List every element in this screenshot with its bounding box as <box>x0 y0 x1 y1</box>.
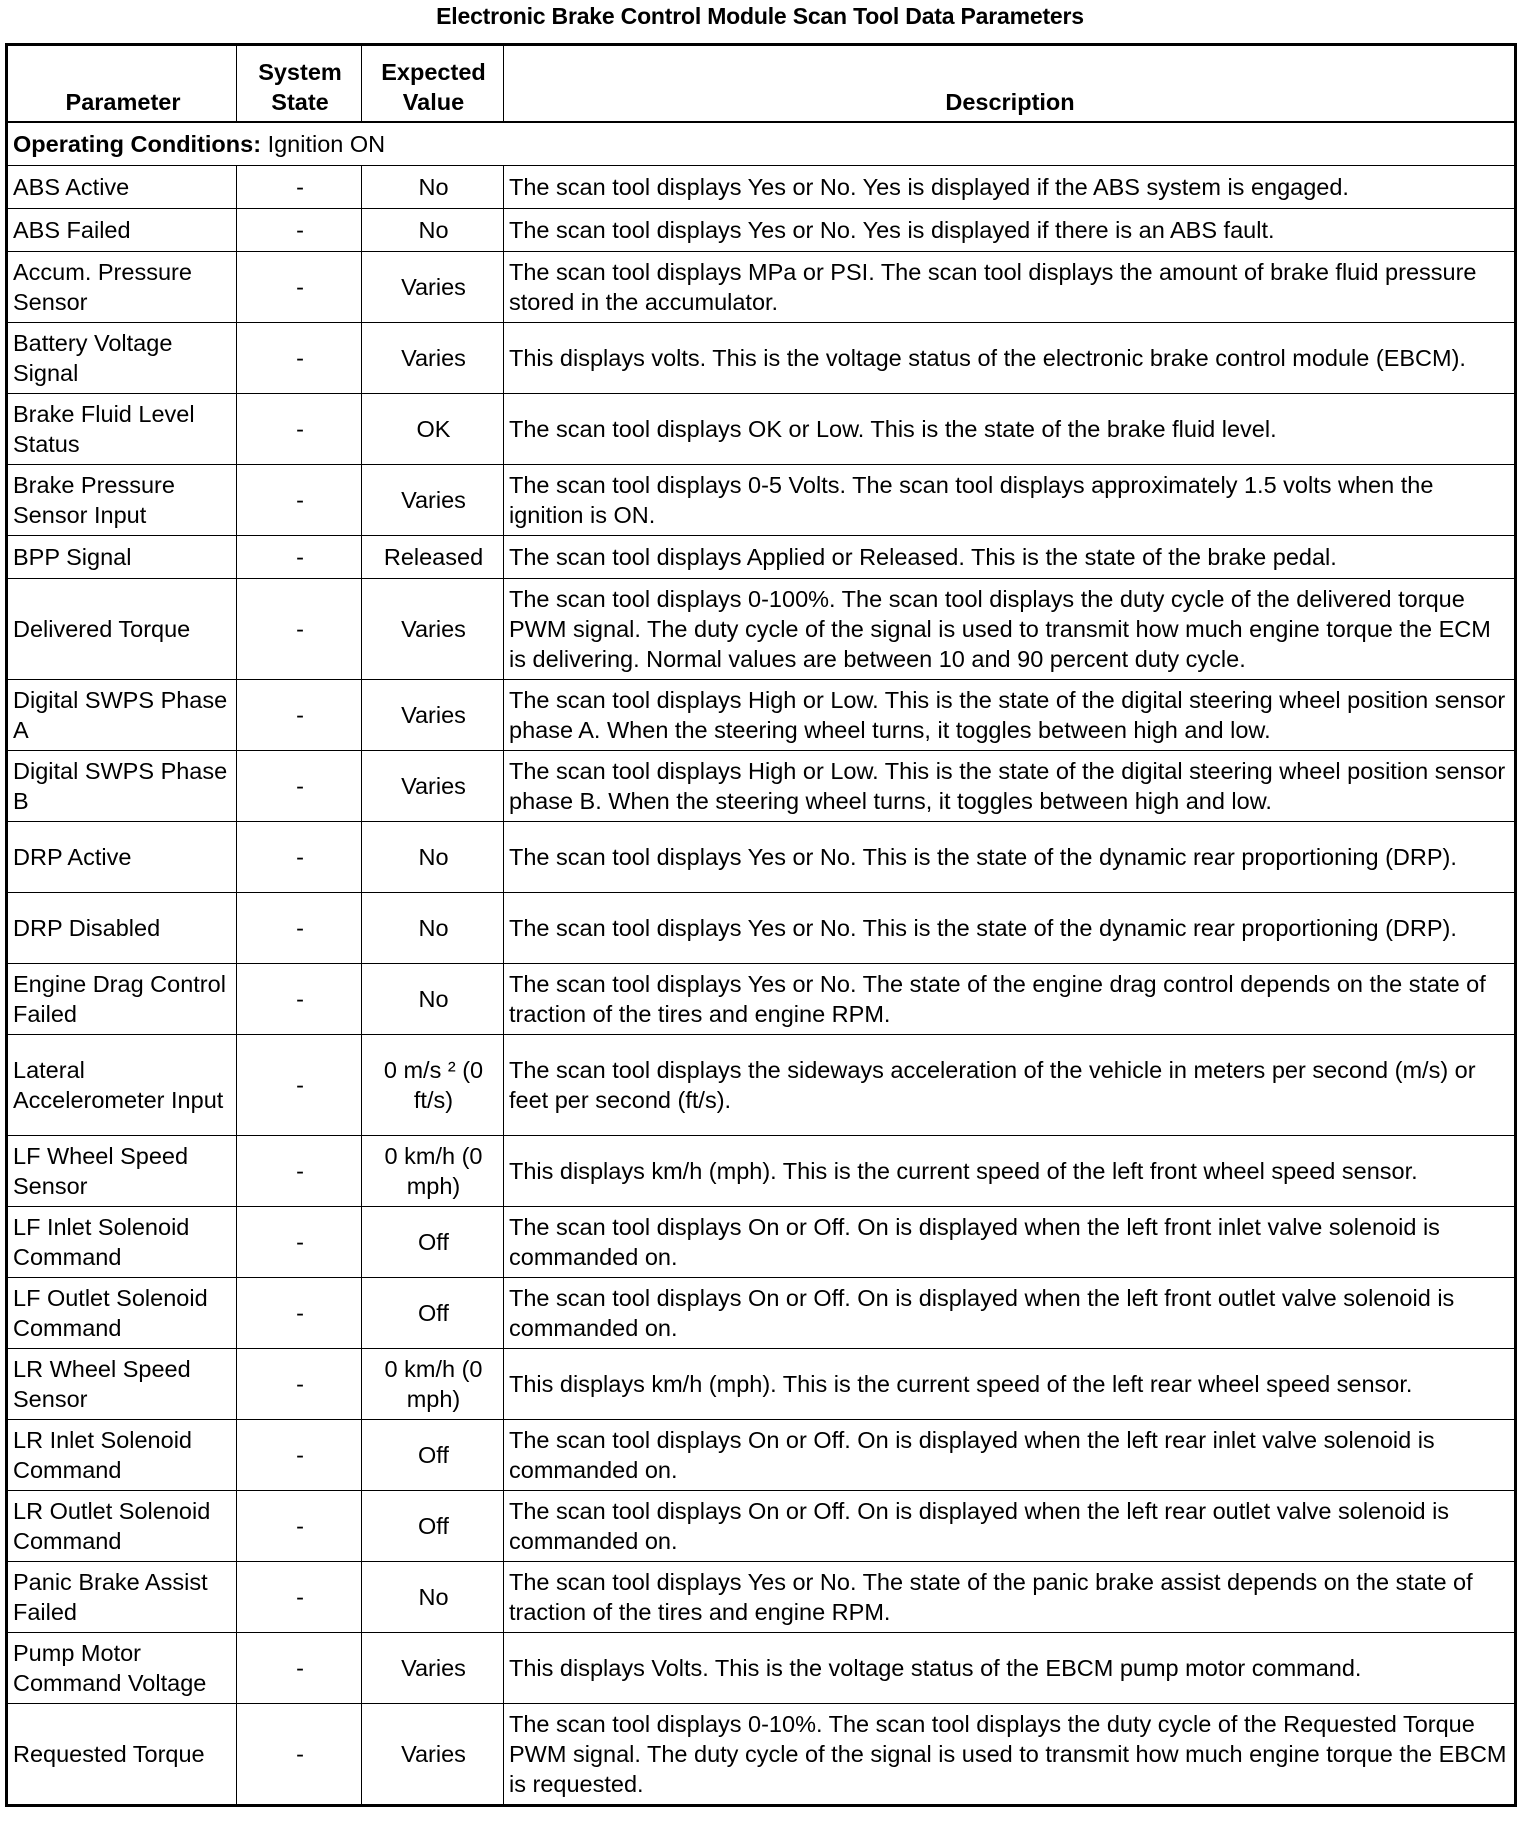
system-state-cell: - <box>237 252 362 323</box>
description-cell: The scan tool displays Yes or No. The state of the panic brake assist depends on the state of traction of the tires and engine RPM. <box>504 1562 1516 1633</box>
table-row <box>7 1704 1516 1806</box>
description-cell: The scan tool displays Yes or No. Yes is displayed if the ABS system is engaged. <box>504 166 1516 209</box>
header-row <box>7 45 1516 123</box>
expected-value-cell: Off <box>362 1278 504 1349</box>
table-row <box>7 822 1516 893</box>
expected-value-cell: Varies <box>362 252 504 323</box>
system-state-cell: - <box>237 751 362 822</box>
table-row <box>7 1136 1516 1207</box>
description-cell: The scan tool displays 0-100%. The scan tool displays the duty cycle of the delivered torque PWM signal. The duty cycle of the signal is used to transmit how much engine torque the ECM is delivering. Normal values are between 10 and 90 percent duty cycle. <box>504 579 1516 680</box>
system-state-cell: - <box>237 394 362 465</box>
table-row <box>7 252 1516 323</box>
parameter-cell: Lateral Accelerometer Input <box>7 1035 237 1136</box>
table-row <box>7 579 1516 680</box>
header-expected-value: Expected Value <box>362 45 504 123</box>
table-row <box>7 751 1516 822</box>
description-cell: The scan tool displays Yes or No. The state of the engine drag control depends on the state of traction of the tires and engine RPM. <box>504 964 1516 1035</box>
parameter-cell: BPP Signal <box>7 536 237 579</box>
header-parameter: Parameter <box>7 45 237 123</box>
expected-value-cell: No <box>362 822 504 893</box>
table-row <box>7 1420 1516 1491</box>
system-state-cell: - <box>237 1349 362 1420</box>
system-state-cell: - <box>237 893 362 964</box>
table-row <box>7 394 1516 465</box>
expected-value-cell: Off <box>362 1491 504 1562</box>
expected-value-cell: No <box>362 1562 504 1633</box>
description-cell: The scan tool displays Yes or No. This is the state of the dynamic rear proportioning (DRP). <box>504 893 1516 964</box>
parameter-cell: Delivered Torque <box>7 579 237 680</box>
scan-tool-parameters-table <box>5 43 1517 1807</box>
operating-conditions-value: Ignition ON <box>267 130 386 157</box>
parameter-cell: Pump Motor Command Voltage <box>7 1633 237 1704</box>
table-row <box>7 1349 1516 1420</box>
system-state-cell: - <box>237 323 362 394</box>
expected-value-cell: No <box>362 166 504 209</box>
operating-conditions-cell <box>7 122 1516 166</box>
expected-value-cell: No <box>362 964 504 1035</box>
table-row <box>7 209 1516 252</box>
parameter-cell: Requested Torque <box>7 1704 237 1806</box>
description-cell: The scan tool displays On or Off. On is displayed when the left front inlet valve solenoid is commanded on. <box>504 1207 1516 1278</box>
system-state-cell: - <box>237 1278 362 1349</box>
expected-value-cell: Off <box>362 1420 504 1491</box>
system-state-cell: - <box>237 536 362 579</box>
expected-value-cell: Varies <box>362 1633 504 1704</box>
system-state-cell: - <box>237 964 362 1035</box>
expected-value-cell: No <box>362 209 504 252</box>
system-state-cell: - <box>237 579 362 680</box>
expected-value-cell: Off <box>362 1207 504 1278</box>
expected-value-cell: OK <box>362 394 504 465</box>
description-cell: This displays km/h (mph). This is the current speed of the left rear wheel speed sensor. <box>504 1349 1516 1420</box>
parameter-cell: Brake Fluid Level Status <box>7 394 237 465</box>
description-cell: The scan tool displays High or Low. This is the state of the digital steering wheel position sensor phase A. When the steering wheel turns, it toggles between high and low. <box>504 680 1516 751</box>
parameter-cell: ABS Failed <box>7 209 237 252</box>
system-state-cell: - <box>237 1704 362 1806</box>
description-cell: The scan tool displays On or Off. On is displayed when the left rear inlet valve solenoid is commanded on. <box>504 1420 1516 1491</box>
expected-value-cell: Varies <box>362 579 504 680</box>
description-cell: This displays Volts. This is the voltage status of the EBCM pump motor command. <box>504 1633 1516 1704</box>
system-state-cell: - <box>237 822 362 893</box>
system-state-cell: - <box>237 1035 362 1136</box>
parameter-cell: DRP Disabled <box>7 893 237 964</box>
system-state-cell: - <box>237 1491 362 1562</box>
expected-value-cell: No <box>362 893 504 964</box>
system-state-cell: - <box>237 1562 362 1633</box>
parameter-cell: Digital SWPS Phase B <box>7 751 237 822</box>
expected-value-cell: Varies <box>362 1704 504 1806</box>
description-cell: The scan tool displays Applied or Released. This is the state of the brake pedal. <box>504 536 1516 579</box>
parameter-cell: Battery Voltage Signal <box>7 323 237 394</box>
table-row <box>7 893 1516 964</box>
description-cell: The scan tool displays On or Off. On is displayed when the left rear outlet valve solenoid is commanded on. <box>504 1491 1516 1562</box>
description-cell: This displays volts. This is the voltage status of the electronic brake control module (EBCM). <box>504 323 1516 394</box>
system-state-cell: - <box>237 1633 362 1704</box>
parameter-cell: Brake Pressure Sensor Input <box>7 465 237 536</box>
page-title: Electronic Brake Control Module Scan Tool Data Parameters <box>436 3 1084 29</box>
parameter-cell: LF Inlet Solenoid Command <box>7 1207 237 1278</box>
parameter-cell: LR Outlet Solenoid Command <box>7 1491 237 1562</box>
expected-value-cell: 0 km/h (0 mph) <box>362 1136 504 1207</box>
operating-conditions-row <box>7 122 1516 166</box>
expected-value-cell: 0 m/s ² (0 ft/s) <box>362 1035 504 1136</box>
table-row <box>7 1562 1516 1633</box>
parameter-cell: LR Wheel Speed Sensor <box>7 1349 237 1420</box>
system-state-cell: - <box>237 1420 362 1491</box>
parameter-cell: LF Wheel Speed Sensor <box>7 1136 237 1207</box>
expected-value-cell: Varies <box>362 680 504 751</box>
table-row <box>7 166 1516 209</box>
description-cell: The scan tool displays 0-10%. The scan tool displays the duty cycle of the Requested Torque PWM signal. The duty cycle of the signal is used to transmit how much engine torque the EBCM is requested. <box>504 1704 1516 1806</box>
system-state-cell: - <box>237 1207 362 1278</box>
system-state-cell: - <box>237 1136 362 1207</box>
header-description: Description <box>504 45 1516 123</box>
description-cell: This displays km/h (mph). This is the current speed of the left front wheel speed sensor. <box>504 1136 1516 1207</box>
description-cell: The scan tool displays High or Low. This is the state of the digital steering wheel position sensor phase B. When the steering wheel turns, it toggles between high and low. <box>504 751 1516 822</box>
table-row <box>7 536 1516 579</box>
parameter-cell: Panic Brake Assist Failed <box>7 1562 237 1633</box>
parameter-cell: LR Inlet Solenoid Command <box>7 1420 237 1491</box>
description-cell: The scan tool displays the sideways acceleration of the vehicle in meters per second (m/s) or feet per second (ft/s). <box>504 1035 1516 1136</box>
table-row <box>7 323 1516 394</box>
parameter-cell: Accum. Pressure Sensor <box>7 252 237 323</box>
system-state-cell: - <box>237 680 362 751</box>
description-cell: The scan tool displays OK or Low. This is the state of the brake fluid level. <box>504 394 1516 465</box>
description-cell: The scan tool displays MPa or PSI. The scan tool displays the amount of brake fluid pressure stored in the accumulator. <box>504 252 1516 323</box>
parameter-cell: LF Outlet Solenoid Command <box>7 1278 237 1349</box>
expected-value-cell: Varies <box>362 465 504 536</box>
table-row <box>7 1035 1516 1136</box>
header-system-state: System State <box>237 45 362 123</box>
expected-value-cell: 0 km/h (0 mph) <box>362 1349 504 1420</box>
description-cell: The scan tool displays On or Off. On is displayed when the left front outlet valve solenoid is commanded on. <box>504 1278 1516 1349</box>
operating-conditions-label: Operating Conditions: <box>13 130 262 157</box>
table-row <box>7 1278 1516 1349</box>
parameter-cell: Digital SWPS Phase A <box>7 680 237 751</box>
description-cell: The scan tool displays Yes or No. This is the state of the dynamic rear proportioning (DRP). <box>504 822 1516 893</box>
table-row <box>7 1207 1516 1278</box>
description-cell: The scan tool displays 0-5 Volts. The scan tool displays approximately 1.5 volts when the ignition is ON. <box>504 465 1516 536</box>
expected-value-cell: Varies <box>362 751 504 822</box>
system-state-cell: - <box>237 465 362 536</box>
parameter-cell: DRP Active <box>7 822 237 893</box>
table-row <box>7 680 1516 751</box>
system-state-cell: - <box>237 209 362 252</box>
parameter-cell: Engine Drag Control Failed <box>7 964 237 1035</box>
table-row <box>7 1491 1516 1562</box>
table-row <box>7 465 1516 536</box>
table-row <box>7 1633 1516 1704</box>
system-state-cell: - <box>237 166 362 209</box>
description-cell: The scan tool displays Yes or No. Yes is displayed if there is an ABS fault. <box>504 209 1516 252</box>
table-row <box>7 964 1516 1035</box>
expected-value-cell: Released <box>362 536 504 579</box>
parameter-cell: ABS Active <box>7 166 237 209</box>
expected-value-cell: Varies <box>362 323 504 394</box>
